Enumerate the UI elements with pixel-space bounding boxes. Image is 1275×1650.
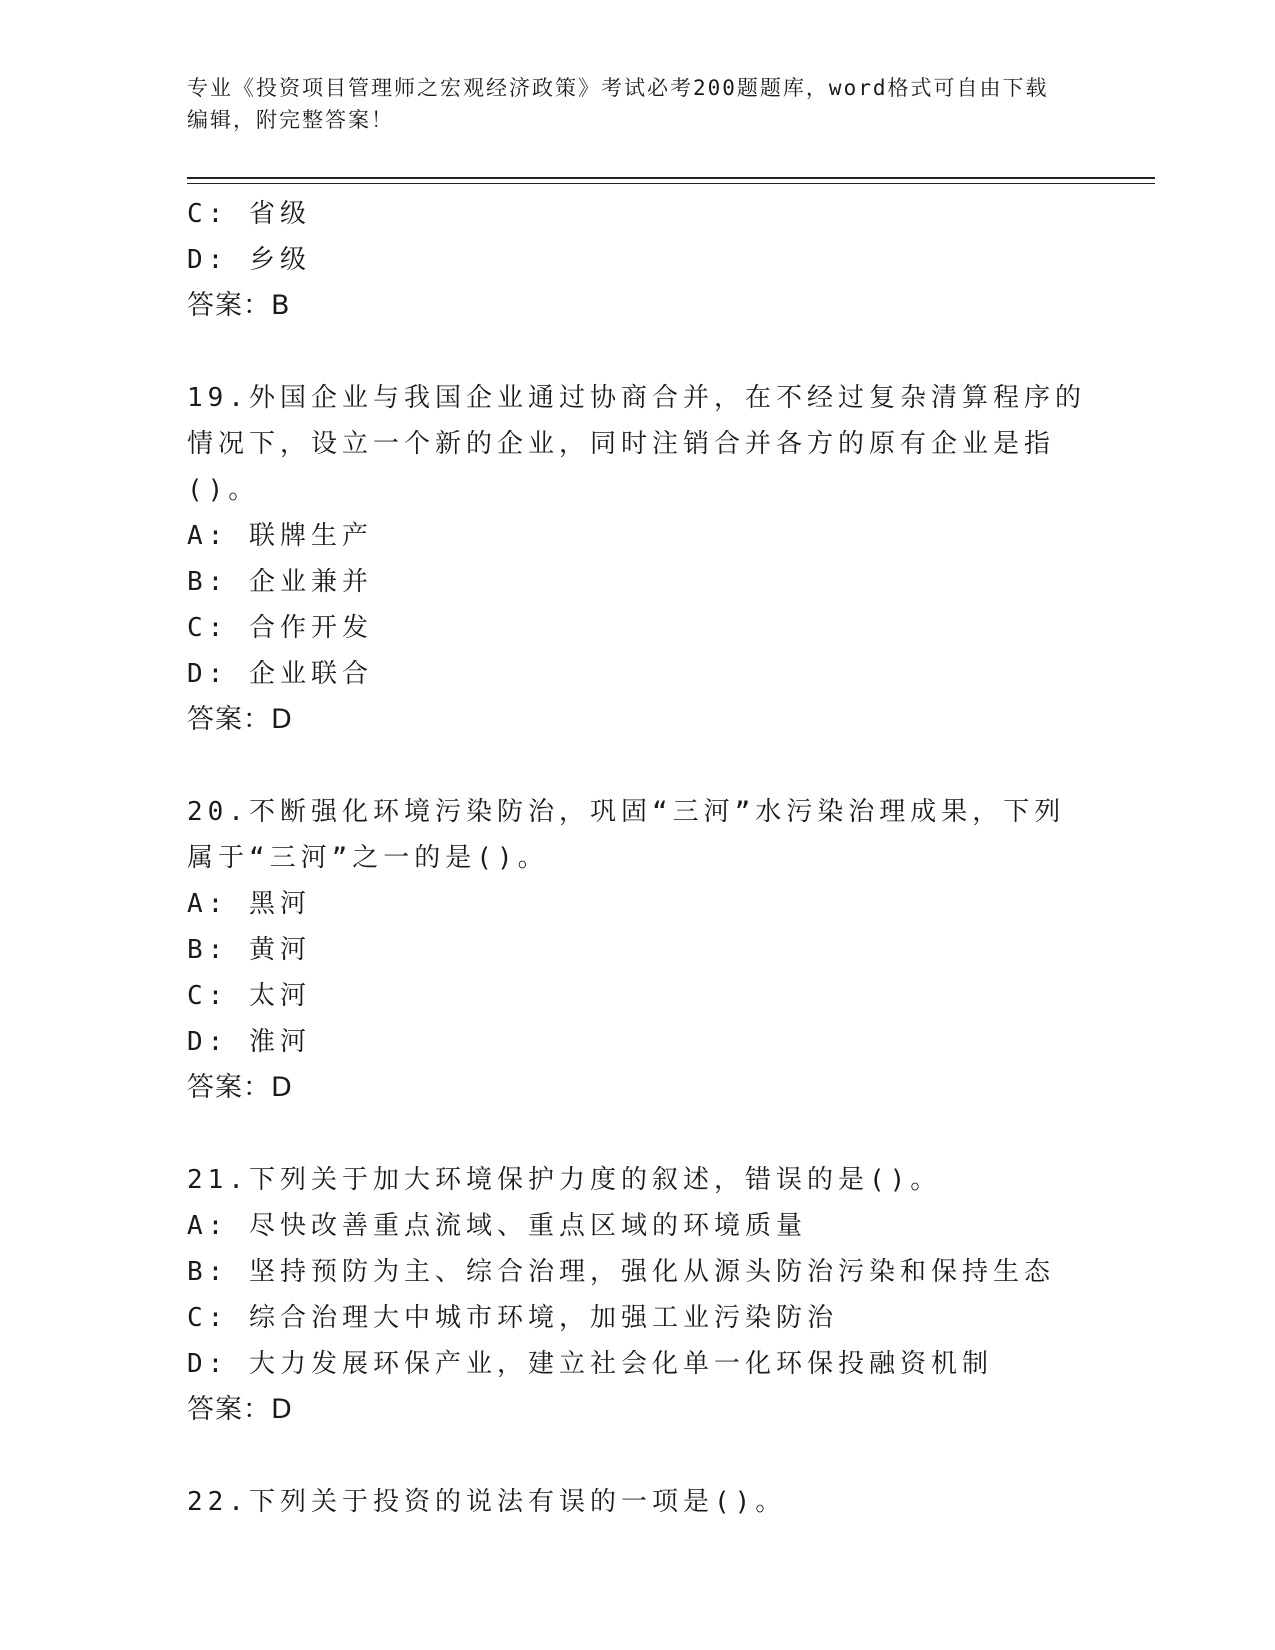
option-c: C: 综合治理大中城市环境，加强工业污染防治	[187, 1303, 838, 1333]
option-d: D: 乡级	[187, 245, 311, 275]
option-c: C: 省级	[187, 199, 311, 229]
option-a: A: 黑河	[187, 889, 311, 919]
question-stem: 22.下列关于投资的说法有误的一项是()。	[187, 1487, 787, 1517]
header-rule-thick	[187, 177, 1155, 179]
question-stem: 21.下列关于加大环境保护力度的叙述，错误的是()。	[187, 1165, 942, 1195]
option-b: B: 坚持预防为主、综合治理，强化从源头防治污染和保持生态	[187, 1257, 1055, 1287]
page-header: 专业《投资项目管理师之宏观经济政策》考试必考200题题库，word格式可自由下载编辑，附完整答案！	[187, 76, 1049, 132]
answer-line: 答案：D	[187, 1394, 293, 1425]
option-d: D: 淮河	[187, 1027, 311, 1057]
option-b: B: 黄河	[187, 935, 311, 965]
option-d: D: 企业联合	[187, 659, 373, 689]
option-c: C: 太河	[187, 981, 311, 1011]
option-c: C: 合作开发	[187, 613, 373, 643]
option-d: D: 大力发展环保产业，建立社会化单一化环保投融资机制	[187, 1349, 993, 1379]
answer-line: 答案：B	[187, 290, 291, 321]
question-stem: 19.外国企业与我国企业通过协商合并，在不经过复杂清算程序的情况下，设立一个新的企业，同时注销合并各方的原有企业是指()。	[187, 383, 1086, 505]
question-content	[187, 191, 1087, 1525]
header-rule-thin	[187, 183, 1155, 184]
answer-line: 答案：D	[187, 1072, 293, 1103]
question-stem: 20.不断强化环境污染防治，巩固“三河”水污染治理成果，下列属于“三河”之一的是()。	[187, 797, 1066, 873]
option-b: B: 企业兼并	[187, 567, 373, 597]
answer-line: 答案：D	[187, 704, 293, 735]
option-a: A: 尽快改善重点流域、重点区域的环境质量	[187, 1211, 807, 1241]
option-a: A: 联牌生产	[187, 521, 373, 551]
